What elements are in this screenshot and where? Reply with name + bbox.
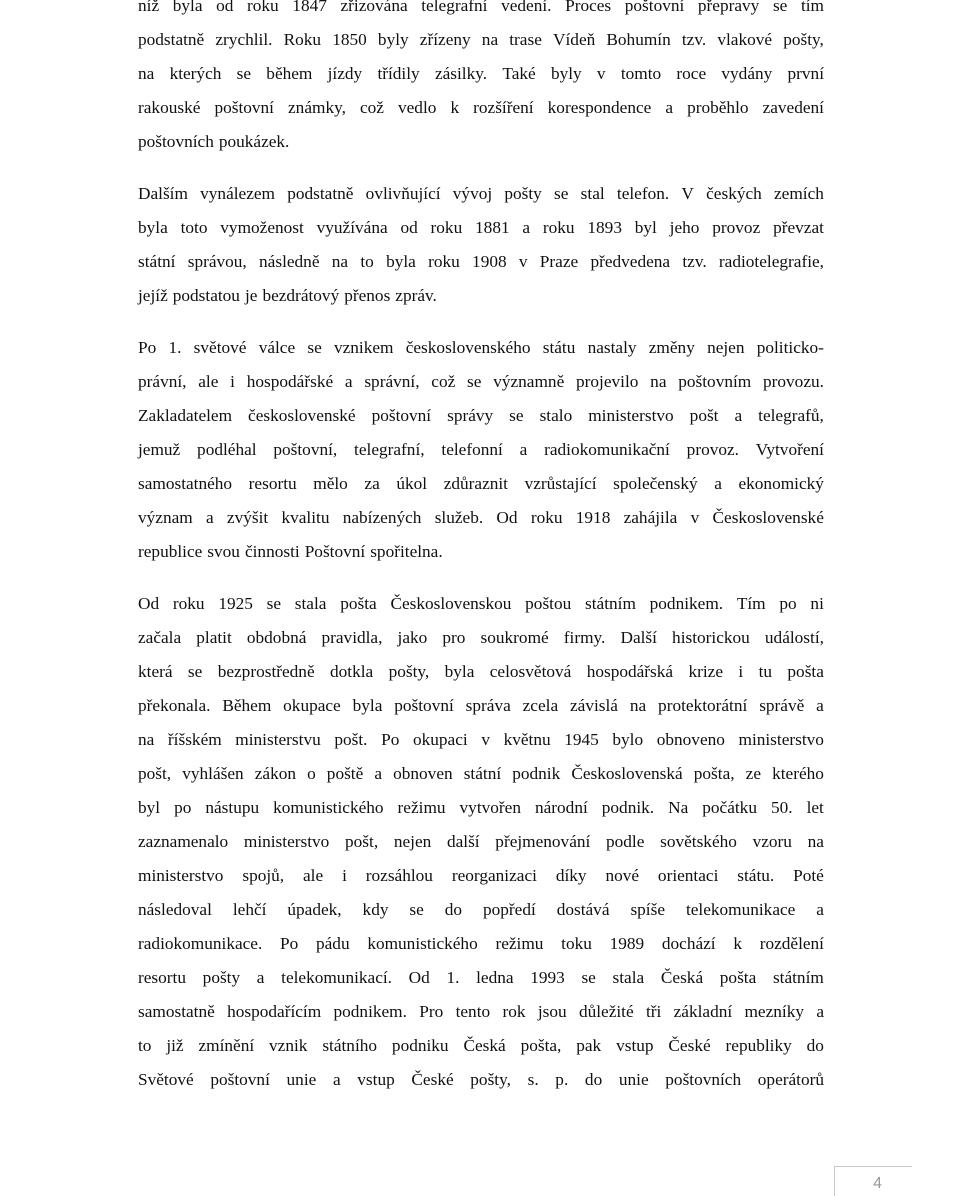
text-line: Od roku 1925 se stala pošta Československou poštou státním podnikem. Tím po ni bbox=[138, 594, 824, 613]
text-line: byla toto vymoženost využívána od roku 1881 a roku 1893 byl jeho provoz převzat bbox=[138, 218, 824, 237]
text-line: zaznamenalo ministerstvo pošt, nejen další přejmenování podle sovětského vzoru na bbox=[138, 832, 824, 851]
text-line: resortu pošty a telekomunikací. Od 1. ledna 1993 se stala Česká pošta státním bbox=[138, 968, 824, 987]
text-line: Světové poštovní unie a vstup České pošty, s. p. do unie poštovních operátorů bbox=[138, 1070, 824, 1089]
text-line: poštovních poukázek. bbox=[138, 132, 290, 151]
text-line: Po 1. světové válce se vznikem československého státu nastaly změny nejen politicko- bbox=[138, 338, 824, 357]
text-line: jejíž podstatou je bezdrátový přenos zpráv. bbox=[138, 286, 437, 305]
text-line: pošt, vyhlášen zákon o poště a obnoven státní podnik Československá pošta, ze kterého bbox=[138, 764, 824, 783]
page-number: 4 bbox=[873, 1175, 882, 1192]
text-line: která se bezprostředně dotkla pošty, byla celosvětová hospodářská krize i tu pošta bbox=[138, 662, 824, 681]
text-line: samostatného resortu mělo za úkol zdůraznit vzrůstající společenský a ekonomický bbox=[138, 474, 824, 493]
text-line: radiokomunikace. Po pádu komunistického režimu toku 1989 dochází k rozdělení bbox=[138, 934, 824, 953]
text-line: ministerstvo spojů, ale i rozsáhlou reorganizaci díky nové orientaci státu. Poté bbox=[138, 866, 824, 885]
paragraph bbox=[138, 331, 824, 569]
text-line: na kterých se během jízdy třídily zásilky. Také byly v tomto roce vydány první bbox=[138, 64, 824, 83]
text-line: to již zmínění vznik státního podniku Česká pošta, pak vstup České republiky do bbox=[138, 1036, 824, 1055]
text-line: podstatně zrychlil. Roku 1850 byly zřízeny na trase Vídeň Bohumín tzv. vlakové pošty, bbox=[138, 30, 824, 49]
text-line: republice svou činnosti Poštovní spořitelna. bbox=[138, 542, 443, 561]
document-body bbox=[138, 0, 824, 1115]
text-line: státní správou, následně na to byla roku 1908 v Praze předvedena tzv. radiotelegrafie, bbox=[138, 252, 824, 271]
paragraph bbox=[138, 0, 824, 159]
text-line: byl po nástupu komunistického režimu vytvořen národní podnik. Na počátku 50. let bbox=[138, 798, 824, 817]
text-line: následoval lehčí úpadek, kdy se do popředí dostává spíše telekomunikace a bbox=[138, 900, 824, 919]
text-line: rakouské poštovní známky, což vedlo k rozšíření korespondence a proběhlo zavedení bbox=[138, 98, 824, 117]
paragraph bbox=[138, 587, 824, 1097]
text-line: samostatně hospodařícím podnikem. Pro tento rok jsou důležité tři základní mezníky a bbox=[138, 1002, 824, 1021]
text-line: jemuž podléhal poštovní, telegrafní, telefonní a radiokomunikační provoz. Vytvoření bbox=[138, 440, 824, 459]
text-line: překonala. Během okupace byla poštovní správa zcela závislá na protektorátní správě a bbox=[138, 696, 824, 715]
text-line: na říšském ministerstvu pošt. Po okupaci v květnu 1945 bylo obnoveno ministerstvo bbox=[138, 730, 824, 749]
paragraph bbox=[138, 177, 824, 313]
text-line: začala platit obdobná pravidla, jako pro soukromé firmy. Další historickou událostí, bbox=[138, 628, 824, 647]
text-line: Zakladatelem československé poštovní správy se stalo ministerstvo pošt a telegrafů, bbox=[138, 406, 824, 425]
text-line: níž byla od roku 1847 zřizována telegrafní vedení. Proces poštovní přepravy se tím bbox=[138, 0, 824, 15]
text-line: právní, ale i hospodářské a správní, což se významně projevilo na poštovním provozu. bbox=[138, 372, 824, 391]
text-line: význam a zvýšit kvalitu nabízených služeb. Od roku 1918 zahájila v Československé bbox=[138, 508, 824, 527]
text-line: Dalším vynálezem podstatně ovlivňující vývoj pošty se stal telefon. V českých zemích bbox=[138, 184, 824, 203]
